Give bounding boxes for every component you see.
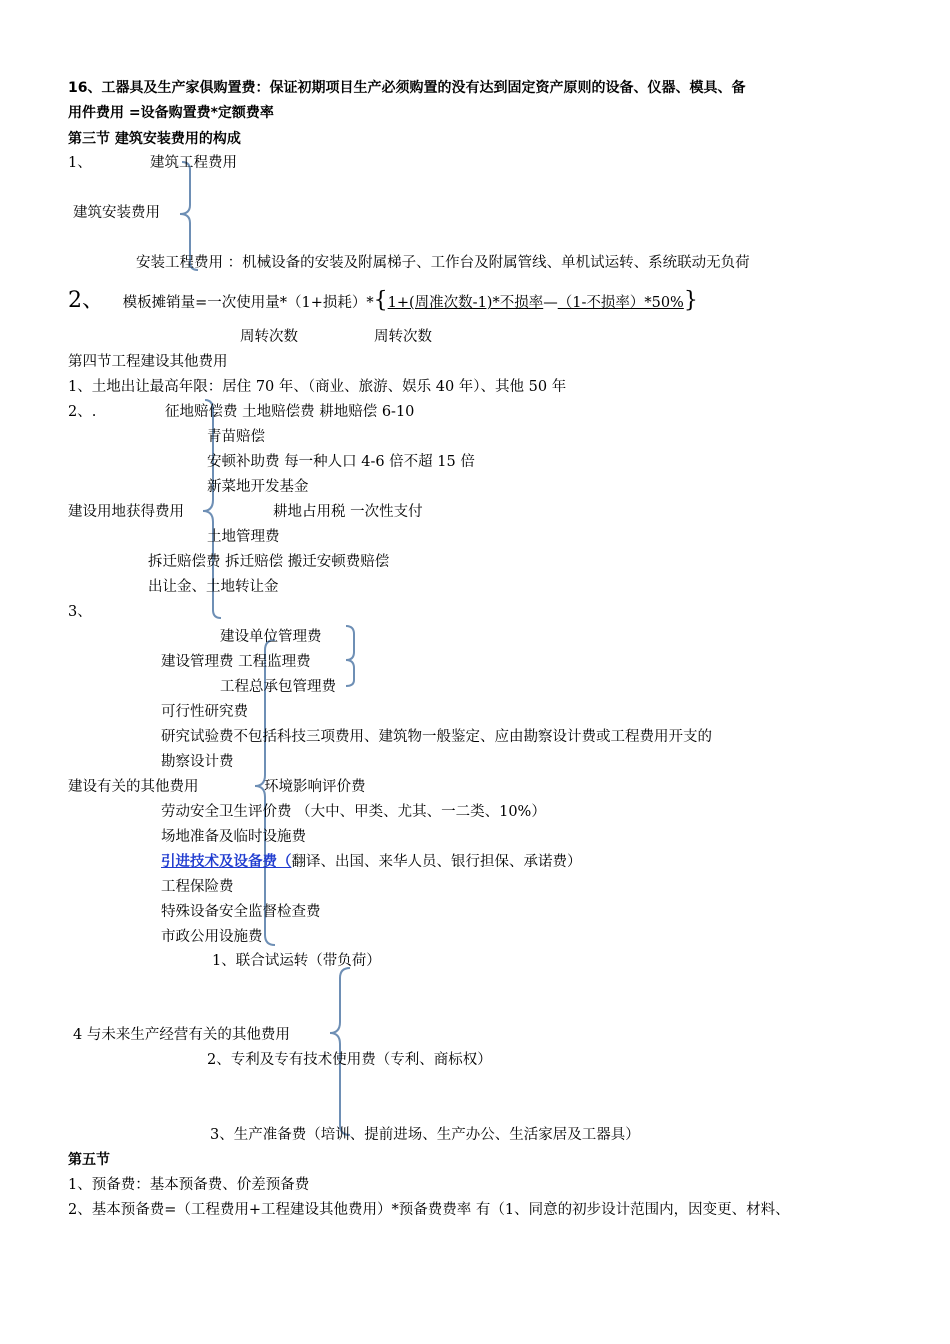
s4-item1: 1、土地出让最高年限：居住 70 年、（商业、旅游、娱乐 40 年）、其他 50 年 [68, 379, 567, 395]
s3-building-cost: 建筑工程费用 [150, 155, 237, 171]
s5-item2: 2、基本预备费=（工程费用+工程建设其他费用）*预备费费率 有（1、同意的初步设计范围内，因变更、材料、 [68, 1202, 790, 1218]
land-crop-compensation: 青苗赔偿 [207, 429, 265, 445]
feasibility-study-fee: 可行性研究费 [161, 704, 248, 720]
s5-item1: 1、预备费：基本预备费、价差预备费 [68, 1177, 310, 1193]
environment-assessment-fee: 环境影响评价费 [264, 779, 366, 795]
section-5-title: 第五节 [68, 1152, 110, 1168]
import-tech-fee [161, 852, 582, 872]
s3-install-cost: 安装工程费用 ：机械设备的安装及附属梯子、工作台及附属管线、单机试运转、系统联动无负荷 [136, 255, 750, 271]
import-tech-detail: 翻译、出国、来华人员、银行担保、承诺费） [291, 854, 582, 870]
s3-item1-num: 1、 [68, 155, 92, 171]
special-equipment-fee: 特殊设备安全监督检查费 [161, 904, 321, 920]
s4-item2-num: 2、. [68, 404, 97, 420]
engineering-insurance-fee: 工程保险费 [161, 879, 234, 895]
formula-minus: — [543, 295, 558, 311]
land-acquisition-cost: 建设用地获得费用 [68, 504, 184, 520]
site-preparation-fee: 场地准备及临时设施费 [161, 829, 306, 845]
land-resettlement: 安顿补助费 每一种人口 4-6 倍不超 15 倍 [207, 454, 475, 470]
s3-item2-num: 2、 [68, 288, 104, 313]
formula-brace-open: { [373, 288, 388, 313]
land-compensation: 征地赔偿费 土地赔偿费 耕地赔偿 6-10 [165, 404, 415, 420]
para-16-line1: 16、工器具及生产家俱购置费：保证初期项目生产必须购置的没有达到固定资产原则的设备、仪器、模具、备 [68, 80, 746, 96]
formula-numerator-2: （1-不损率）*50% [557, 295, 684, 311]
production-preparation-fee: 3、生产准备费（培训、提前进场、生产办公、生活家居及工器具） [210, 1127, 640, 1143]
formula-denominator-2: 周转次数 [374, 329, 432, 345]
unit-management-fee: 建设单位管理费 [220, 629, 322, 645]
labor-safety-fee: 劳动安全卫生评价费 （大中、甲类、尤其、一二类、10%） [161, 804, 546, 820]
land-vegetable-fund: 新菜地开发基金 [207, 479, 309, 495]
s3-building-install-cost: 建筑安装费用 [73, 205, 160, 221]
para-16-line2: 用件费用 =设备购置费*定额费率 [68, 105, 274, 121]
epc-management-fee: 工程总承包管理费 [220, 679, 336, 695]
formula-brace-close: } [683, 288, 698, 313]
joint-trial-run: 1、联合试运转（带负荷） [212, 953, 381, 969]
land-management-fee: 土地管理费 [207, 529, 280, 545]
s4-item3-num: 3、 [68, 604, 92, 620]
survey-design-fee: 勘察设计费 [161, 754, 234, 770]
import-tech-link[interactable]: 引进技术及设备费（ [161, 853, 292, 870]
section-3-title: 第三节 建筑安装费用的构成 [68, 131, 241, 147]
future-production-cost: 4 与未来生产经营有关的其他费用 [73, 1027, 290, 1043]
construction-management-fee: 建设管理费 工程监理费 [161, 654, 311, 670]
brace-mgmt [346, 626, 354, 686]
municipal-facility-fee: 市政公用设施费 [161, 929, 263, 945]
land-transfer-fee: 出让金、土地转让金 [148, 579, 279, 595]
s3-item2 [68, 288, 698, 313]
formula-denominator-1: 周转次数 [240, 329, 298, 345]
demolition-compensation: 拆迁赔偿费 拆迁赔偿 搬迁安顿费赔偿 [148, 554, 390, 570]
patent-fee: 2、专利及专有技术使用费（专利、商标权） [207, 1052, 492, 1068]
formula-numerator-1: 1+(周准次数-1)*不损率 [387, 295, 544, 311]
construction-other-cost: 建设有关的其他费用 [68, 779, 199, 795]
land-occupation-tax: 耕地占用税 一次性支付 [273, 504, 423, 520]
section-4-title: 第四节工程建设其他费用 [68, 354, 228, 370]
s3-formula: 模板摊销量=一次使用量*（1+损耗）* [122, 295, 374, 311]
research-test-fee: 研究试验费不包括科技三项费用、建筑物一般鉴定、应由勘察设计费或工程费用开支的 [161, 729, 712, 745]
